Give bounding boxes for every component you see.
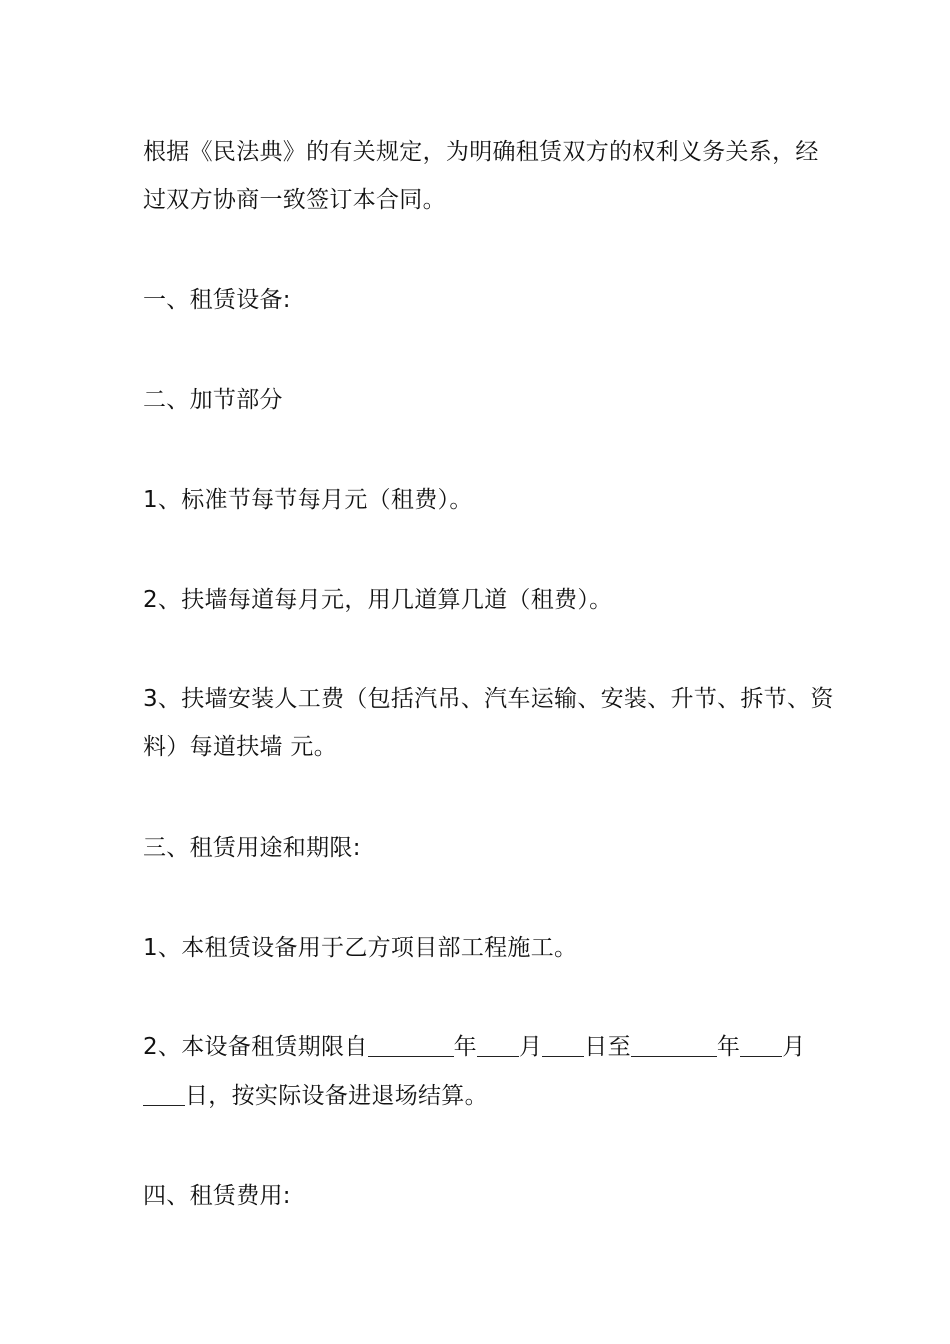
start-month-blank bbox=[477, 1030, 519, 1057]
section-3-heading: 三、租赁用途和期限: bbox=[143, 835, 361, 861]
item-3-1: 1、本租赁设备用于乙方项目部工程施工。 bbox=[143, 935, 578, 961]
item-2-1: 1、标准节每节每月元（租费）。 bbox=[143, 487, 473, 513]
section-2-heading: 二、加节部分 bbox=[143, 387, 283, 413]
item-3-2-line-1 bbox=[143, 1023, 813, 1071]
intro-line-2: 过双方协商一致签订本合同。 bbox=[143, 187, 446, 213]
item-3-2-line-2 bbox=[143, 1072, 813, 1120]
item-2-2: 2、扶墙每道每月元，用几道算几道（租费）。 bbox=[143, 587, 613, 613]
end-day-text: 日，按实际设备进退场结算。 bbox=[185, 1083, 488, 1109]
year-label-2: 年 bbox=[716, 1034, 741, 1060]
end-year-blank bbox=[631, 1030, 717, 1057]
day-to-label: 日至 bbox=[584, 1034, 631, 1060]
section-4-heading: 四、租赁费用: bbox=[143, 1183, 291, 1209]
intro-line-1: 根据《民法典》的有关规定，为明确租赁双方的权利义务关系，经 bbox=[143, 139, 819, 165]
item-2-3-line-1: 3、扶墙安装人工费（包括汽吊、汽车运输、安装、升节、拆节、资 bbox=[143, 686, 834, 712]
start-year-blank bbox=[368, 1030, 454, 1057]
lease-period-prefix: 2、本设备租赁期限自 bbox=[143, 1034, 368, 1060]
month-label-1: 月 bbox=[518, 1034, 543, 1060]
start-day-blank bbox=[542, 1030, 584, 1057]
item-2-3-line-2: 料）每道扶墙 元。 bbox=[143, 734, 338, 760]
year-label-1: 年 bbox=[453, 1034, 477, 1060]
section-1-heading: 一、租赁设备: bbox=[143, 287, 291, 313]
month-label-2: 月 bbox=[782, 1034, 806, 1060]
end-month-blank bbox=[740, 1030, 782, 1057]
end-day-blank bbox=[143, 1079, 185, 1106]
